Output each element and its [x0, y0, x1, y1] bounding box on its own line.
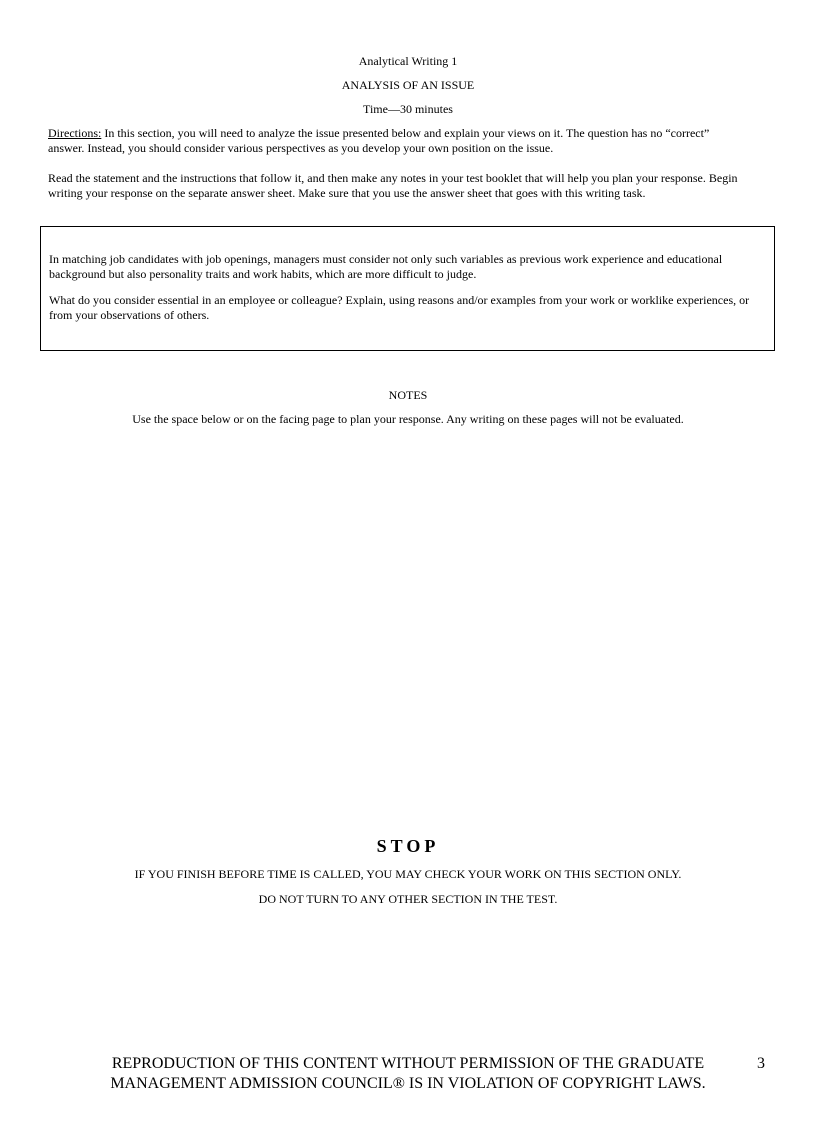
- section-title: Analytical Writing 1: [358, 54, 458, 68]
- prompt-question: What do you consider essential in an employee or colleague? Explain, using reasons and/or examples from your work or worklike experiences, or from your observations of others.: [49, 293, 750, 322]
- copyright-line-1: REPRODUCTION OF THIS CONTENT WITHOUT PERMISSION OF THE GRADUATE: [111, 1055, 705, 1072]
- copyright-line-2: MANAGEMENT ADMISSION COUNCIL® IS IN VIOLATION OF COPYRIGHT LAWS.: [110, 1075, 706, 1092]
- directions-text: In this section, you will need to analyze the issue presented below and explain your views on it. The question has no “correct” answer. Instead, you should consider various perspectives as you develop your own position on the issue.: [48, 126, 710, 155]
- page-number: 3: [757, 1055, 765, 1072]
- prompt-box: [40, 226, 775, 351]
- section-subtitle: ANALYSIS OF AN ISSUE: [341, 78, 475, 92]
- time-limit: Time—30 minutes: [363, 102, 453, 116]
- stop-heading: STOP: [376, 836, 440, 856]
- notes-heading: NOTES: [388, 388, 428, 402]
- directions-label: Directions:: [48, 126, 102, 140]
- notes-instructions: Use the space below or on the facing page to plan your response. Any writing on these pages will not be evaluated.: [132, 412, 684, 426]
- directions-paragraph: [48, 126, 748, 155]
- prompt-statement: In matching job candidates with job openings, managers must consider not only such variables as previous work experience and educational background but also personality traits and work habits, which are more difficult to judge.: [49, 252, 723, 281]
- stop-line-1: IF YOU FINISH BEFORE TIME IS CALLED, YOU MAY CHECK YOUR WORK ON THIS SECTION ONLY.: [134, 867, 682, 881]
- stop-line-2: DO NOT TURN TO ANY OTHER SECTION IN THE TEST.: [258, 892, 558, 906]
- instructions-paragraph: Read the statement and the instructions that follow it, and then make any notes in your test booklet that will help you plan your response. Begin writing your response on the separate answer sheet. Make sure that you use the answer sheet that goes with this writing task.: [48, 171, 738, 200]
